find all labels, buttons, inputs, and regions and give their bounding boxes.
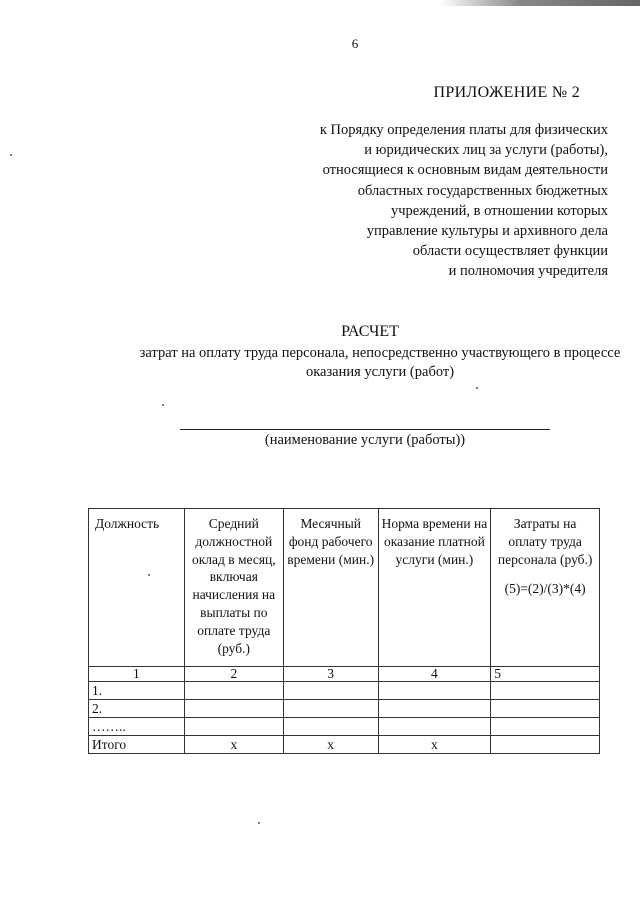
table-cell bbox=[491, 700, 600, 718]
total-cell: x bbox=[283, 736, 378, 754]
cost-formula: (5)=(2)/(3)*(4) bbox=[504, 581, 586, 597]
calculation-title: РАСЧЕТ bbox=[341, 323, 399, 340]
total-cell: x bbox=[378, 736, 491, 754]
appendix-line: области осуществляет функции bbox=[412, 243, 608, 260]
table-cell bbox=[283, 700, 378, 718]
table-cell bbox=[378, 718, 491, 736]
table-cell bbox=[378, 700, 491, 718]
appendix-title: ПРИЛОЖЕНИЕ № 2 bbox=[433, 84, 580, 101]
column-number: 2 bbox=[184, 667, 283, 682]
appendix-subtitle bbox=[320, 120, 608, 282]
table-total-row bbox=[89, 736, 600, 754]
scan-speck bbox=[162, 404, 164, 406]
table-cell bbox=[184, 700, 283, 718]
table-header-row bbox=[89, 509, 600, 667]
table-cell bbox=[184, 718, 283, 736]
appendix-line: относящиеся к основным видам деятельности bbox=[322, 162, 608, 179]
calculation-subtitle: затрат на оплату труда персонала, непосредственно участвующего в процессе оказания услуги (работ) bbox=[139, 345, 621, 380]
service-name-field bbox=[180, 429, 550, 430]
table-cell: …….. bbox=[89, 718, 185, 736]
appendix-line: управление культуры и архивного дела bbox=[366, 223, 608, 240]
column-number: 4 bbox=[378, 667, 491, 682]
scan-speck bbox=[10, 154, 12, 156]
scan-speck bbox=[258, 822, 260, 824]
appendix-line: к Порядку определения платы для физических bbox=[319, 122, 608, 138]
table-cell bbox=[491, 682, 600, 700]
table-row bbox=[89, 682, 600, 700]
column-header: Должность bbox=[89, 509, 185, 667]
table-cell bbox=[283, 682, 378, 700]
page-number: 6 bbox=[351, 36, 359, 51]
table-row bbox=[89, 700, 600, 718]
column-number: 1 bbox=[89, 667, 185, 682]
table-row bbox=[89, 718, 600, 736]
column-header: Месячный фонд рабочего времени (мин.) bbox=[283, 509, 378, 667]
table-cell bbox=[184, 682, 283, 700]
column-header: Средний должностной оклад в месяц, включая начисления на выплаты по оплате труда (руб.) bbox=[184, 509, 283, 667]
total-cell: x bbox=[184, 736, 283, 754]
table-cell bbox=[283, 718, 378, 736]
column-header-cost bbox=[491, 509, 600, 667]
column-header: Норма времени на оказание платной услуги (мин.) bbox=[378, 509, 491, 667]
scan-speck bbox=[148, 574, 150, 576]
appendix-line: и юридических лиц за услуги (работы), bbox=[364, 142, 608, 159]
table-cell: 1. bbox=[89, 682, 185, 700]
appendix-line: и полномочия учредителя bbox=[448, 263, 608, 280]
appendix-line: областных государственных бюджетных bbox=[357, 182, 608, 199]
table-cell: 2. bbox=[89, 700, 185, 718]
column-number: 3 bbox=[283, 667, 378, 682]
column-number-row bbox=[89, 667, 600, 682]
service-name-caption: (наименование услуги (работы)) bbox=[264, 432, 466, 448]
table-cell bbox=[378, 682, 491, 700]
calculation-table bbox=[88, 508, 600, 754]
total-cell bbox=[491, 736, 600, 754]
column-number: 5 bbox=[491, 667, 600, 682]
scan-edge-artifact bbox=[440, 0, 640, 6]
column-header-label: Затраты на оплату труда персонала (руб.) bbox=[497, 516, 593, 567]
table-cell bbox=[491, 718, 600, 736]
total-label: Итого bbox=[89, 736, 185, 754]
scan-speck bbox=[476, 387, 478, 389]
appendix-line: учреждений, в отношении которых bbox=[391, 202, 608, 219]
